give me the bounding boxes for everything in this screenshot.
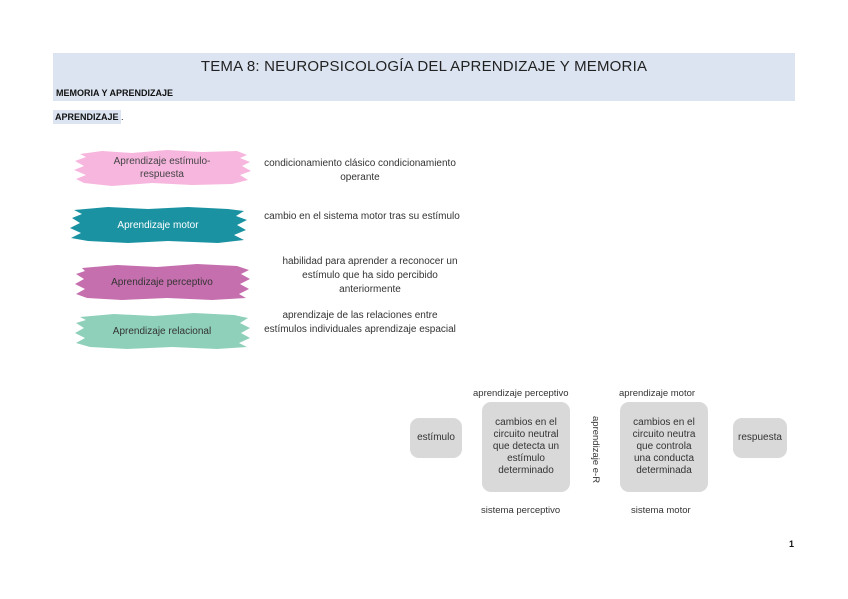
brush-label: Aprendizaje perceptivo	[111, 276, 213, 288]
section-heading: APRENDIZAJE	[55, 112, 119, 122]
motor-learning-label: aprendizaje motor	[619, 388, 696, 399]
header-band	[53, 53, 795, 101]
brush-perceptual	[72, 262, 252, 302]
description-stimulus-response: condicionamiento clásico condicionamiento operante	[264, 158, 456, 183]
description-motor: cambio en el sistema motor tras su estímulo	[264, 211, 460, 222]
brush-stimulus-response	[72, 148, 252, 188]
motor-change-box: cambios en el circuito neutra que controla una conducta determinada	[620, 402, 708, 492]
description-perceptual: habilidad para aprender a reconocer un estímulo que ha sido percibido anteriormente	[282, 256, 458, 295]
brush-label: Aprendizaje motor	[117, 219, 199, 231]
motor-system-label: sistema motor	[631, 505, 691, 516]
brush-label: Aprendizaje estímulo-respuesta	[113, 156, 211, 180]
page-subtitle: MEMORIA Y APRENDIZAJE	[56, 88, 174, 98]
description-relational: aprendizaje de las relaciones entre estímulos individuales aprendizaje espacial	[264, 310, 456, 335]
perceptual-learning-label: aprendizaje perceptivo	[473, 388, 569, 399]
perceptual-system-label: sistema perceptivo	[481, 505, 561, 516]
page-number: 1	[789, 539, 795, 549]
stimulus-response-learning-label: aprendizaje e-R	[590, 416, 601, 484]
stimulus-box: estímulo	[410, 418, 462, 458]
brush-relational	[72, 311, 252, 351]
brush-motor	[68, 205, 248, 245]
section-heading-dot: .	[121, 112, 124, 122]
response-box: respuesta	[733, 418, 787, 458]
perceptual-change-box: cambios en el circuito neutral que detecta un estímulo determinado	[482, 402, 570, 492]
page-title: TEMA 8: NEUROPSICOLOGÍA DEL APRENDIZAJE Y MEMORIA	[200, 58, 648, 75]
brush-label: Aprendizaje relacional	[112, 325, 212, 337]
